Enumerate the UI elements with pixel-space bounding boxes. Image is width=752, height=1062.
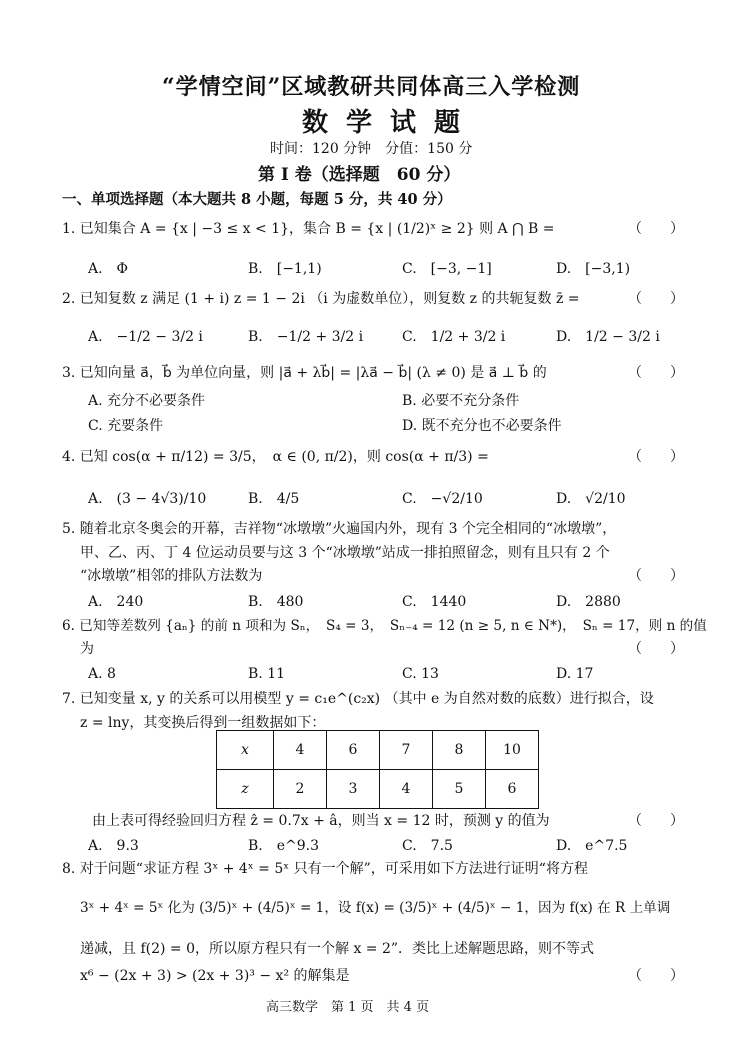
question-2-option-b: B. −1/2 + 3/2 i [248,329,364,345]
table-cell: z [217,770,274,809]
question-4-stem: 4. 已知 cos(α + π/12) = 3/5， α ∈ (0, π/2)，则 cos(α + π/3) = [62,449,489,465]
question-2-answer-blank: （ ） [628,291,684,307]
table-cell: 3 [327,770,380,809]
question-4-answer-blank: （ ） [628,449,684,465]
page-footer: 高三数学 第 1 页 共 4 页 [266,1000,430,1015]
table-cell: 7 [380,731,433,770]
question-7-option-c: C. 7.5 [402,838,453,854]
table-cell: 8 [433,731,486,770]
table-cell: 2 [274,770,327,809]
question-6-option-d: D. 17 [556,666,594,682]
question-3-option-b: B. 必要不充分条件 [402,393,520,409]
question-7-line-2: z = lny，其变换后得到一组数据如下： [80,715,326,731]
question-6-answer-blank: （ ） [628,641,684,657]
question-7-option-b: B. e^9.3 [248,838,320,854]
section-heading: 一、单项选择题（本大题共 8 小题，每题 5 分，共 40 分） [62,191,452,208]
question-5-option-b: B. 480 [248,594,304,610]
table-cell: 4 [274,731,327,770]
question-4-option-b: B. 4/5 [248,491,300,507]
table-row [217,770,539,809]
question-7-answer-blank: （ ） [628,813,684,829]
question-5-option-a: A. 240 [88,594,144,610]
question-6-option-c: C. 13 [402,666,439,682]
question-8-line-3: 递减，且 f(2) = 0，所以原方程只有一个解 x = 2”．类比上述解题思路，则不等式 [80,941,595,957]
question-1-option-d: D. [−3,1) [556,261,631,277]
table-cell: x [217,731,274,770]
question-5-option-d: D. 2880 [556,594,621,610]
question-7-option-d: D. e^7.5 [556,838,628,854]
question-1-option-a: A. Φ [88,261,129,277]
question-6-line-1: 6. 已知等差数列 {aₙ} 的前 n 项和为 Sₙ， S₄ = 3， Sₙ₋₄ = 12 (n ≥ 5, n ∈ N*)， Sₙ = 17，则 n 的值 [62,618,707,634]
question-5-option-c: C. 1440 [402,594,467,610]
table-cell: 10 [486,731,539,770]
question-5-line-1: 5. 随着北京冬奥会的开幕，吉祥物“冰墩墩”火遍国内外，现有 3 个完全相同的“冰墩墩”， [62,521,617,537]
exam-part-heading: 第 I 卷（选择题 60 分） [258,165,461,185]
question-8-line-1: 8. 对于问题“求证方程 3ˣ + 4ˣ = 5ˣ 只有一个解”，可采用如下方法进行证明“将方程 [62,861,588,877]
question-6-option-b: B. 11 [248,666,286,682]
question-4-option-a: A. (3 − 4√3)/10 [88,491,207,507]
table-cell: 4 [380,770,433,809]
table-cell: 5 [433,770,486,809]
question-3-option-d: D. 既不充分也不必要条件 [402,418,562,434]
exam-title: “学情空间”区域教研共同体高三入学检测 [162,74,581,100]
question-3-answer-blank: （ ） [628,365,684,381]
question-6-line-2: 为 [80,641,94,657]
question-1-answer-blank: （ ） [628,221,684,237]
question-2-stem: 2. 已知复数 z 满足 (1 + i) z = 1 − 2i （i 为虚数单位），则复数 z 的共轭复数 z̄ = [62,291,580,307]
question-1-stem: 1. 已知集合 A = {x | −3 ≤ x < 1}，集合 B = {x | (1/2)ˣ ≥ 2} 则 A ⋂ B = [62,221,555,237]
question-5-line-3: “冰墩墩”相邻的排队方法数为 [80,568,263,584]
question-3-option-c: C. 充要条件 [88,418,164,434]
exam-time-info: 时间：120 分钟 分值：150 分 [270,141,473,157]
table-row [217,731,539,770]
question-8-line-4: x⁶ − (2x + 3) > (2x + 3)³ − x² 的解集是 [80,968,350,984]
exam-subject: 数学试题 [302,108,479,138]
question-8-answer-blank: （ ） [628,968,684,984]
question-3-option-a: A. 充分不必要条件 [88,393,206,409]
question-7-line-3: 由上表可得经验回归方程 ẑ = 0.7x + â，则当 x = 12 时，预测 y 的值为 [92,813,550,829]
question-1-option-c: C. [−3, −1] [402,261,492,277]
question-2-option-a: A. −1/2 − 3/2 i [88,329,203,345]
question-3-stem: 3. 已知向量 a⃗，b⃗ 为单位向量，则 |a⃗ + λb⃗| = |λa⃗ − b⃗| (λ ≠ 0) 是 a⃗ ⊥ b⃗ 的 [62,365,547,381]
question-2-option-d: D. 1/2 − 3/2 i [556,329,660,345]
question-4-option-d: D. √2/10 [556,491,626,507]
table-cell: 6 [327,731,380,770]
question-7-option-a: A. 9.3 [88,838,139,854]
question-2-option-c: C. 1/2 + 3/2 i [402,329,506,345]
question-6-option-a: A. 8 [88,666,116,682]
question-7-data-table [216,730,539,809]
question-5-answer-blank: （ ） [628,568,684,584]
question-7-line-1: 7. 已知变量 x, y 的关系可以用模型 y = c₁e^(c₂x) （其中 e 为自然对数的底数）进行拟合，设 [62,691,654,707]
question-1-option-b: B. [−1,1) [248,261,322,277]
question-8-line-2: 3ˣ + 4ˣ = 5ˣ 化为 (3/5)ˣ + (4/5)ˣ = 1，设 f(x) = (3/5)ˣ + (4/5)ˣ − 1，因为 f(x) 在 R 上单调 [80,900,671,916]
question-5-line-2: 甲、乙、丙、丁 4 位运动员要与这 3 个“冰墩墩”站成一排拍照留念，则有且只有 2 个 [80,545,610,561]
table-cell: 6 [486,770,539,809]
question-4-option-c: C. −√2/10 [402,491,483,507]
